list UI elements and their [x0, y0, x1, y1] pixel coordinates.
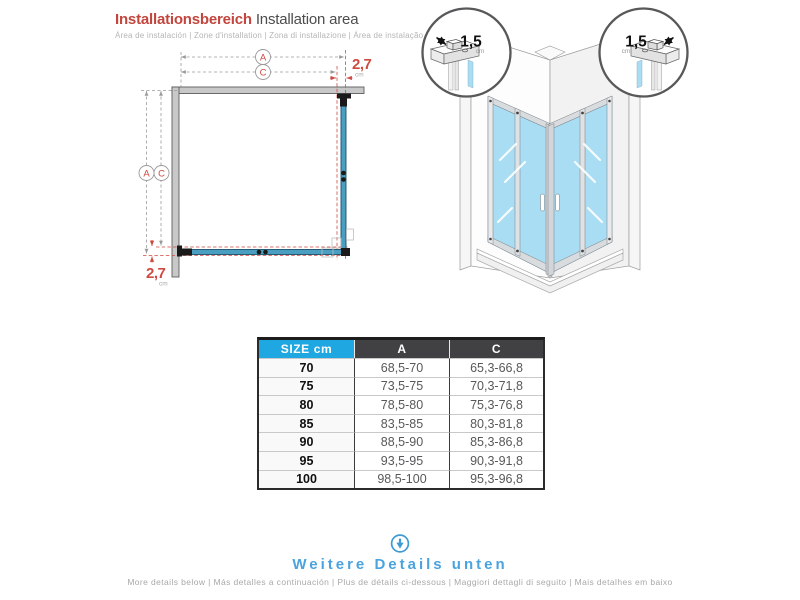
- down-arrow-icon: [389, 533, 411, 555]
- cell-size: 75: [259, 377, 354, 396]
- table-header-c: C: [449, 340, 543, 358]
- detail-callout-right: [600, 9, 688, 97]
- cell-a: 93,5-95: [354, 451, 449, 470]
- cell-a: 88,5-90: [354, 432, 449, 451]
- gap-value-right: 1,5: [625, 33, 647, 51]
- cell-size: 85: [259, 414, 354, 433]
- cell-size: 90: [259, 432, 354, 451]
- dimension-bubbles: [139, 50, 271, 181]
- table-row: [259, 414, 543, 433]
- table-row: [259, 395, 543, 414]
- dimension-lines: [141, 52, 344, 254]
- cell-c: 70,3-71,8: [449, 377, 543, 396]
- footer-title: Weitere Details unten: [292, 556, 508, 573]
- detail-callout-left: [423, 9, 511, 97]
- footer: [0, 533, 800, 587]
- cell-c: 80,3-81,8: [449, 414, 543, 433]
- size-table: [257, 337, 545, 490]
- cell-a: 98,5-100: [354, 470, 449, 489]
- table-row: [259, 432, 543, 451]
- cell-c: 65,3-66,8: [449, 358, 543, 377]
- cell-a: 83,5-85: [354, 414, 449, 433]
- gap-unit-left: cm: [475, 48, 485, 55]
- table-row: [259, 377, 543, 396]
- offset-value-top: 2,7: [352, 56, 372, 73]
- footer-translations: More details below | Más detalles a continuación | Plus de détails ci-dessous | Maggiori dettagli di seguito | Mais detalhes em baixo: [127, 577, 673, 587]
- cell-a: 78,5-80: [354, 395, 449, 414]
- offset-value-bottom: 2,7: [146, 265, 166, 282]
- cell-c: 85,3-86,8: [449, 432, 543, 451]
- cell-c: 90,3-91,8: [449, 451, 543, 470]
- label-c-left: C: [158, 168, 165, 180]
- title-german: Installationsbereich: [115, 11, 252, 28]
- offset-arrows: [152, 78, 353, 263]
- title-translations: Área de instalación | Zone d'installation | Zona di installazione | Área de instalação: [115, 31, 424, 40]
- table-header-row: [259, 340, 543, 358]
- title-english: Installation area: [255, 11, 359, 28]
- offset-unit-bottom: cm: [159, 280, 168, 288]
- cell-a: 73,5-75: [354, 377, 449, 396]
- cell-c: 75,3-76,8: [449, 395, 543, 414]
- table-row: [259, 470, 543, 489]
- table-header-size: SIZE cm: [259, 340, 354, 358]
- plan-fittings: [177, 94, 351, 257]
- gap-unit-right: cm: [621, 48, 631, 55]
- label-a-top: A: [259, 52, 267, 64]
- label-c-top: C: [259, 67, 267, 79]
- isometric-illustration: [410, 5, 700, 305]
- plan-walls: [172, 87, 364, 277]
- offset-unit-top: cm: [355, 71, 364, 79]
- cell-size: 80: [259, 395, 354, 414]
- table-header-a: A: [354, 340, 449, 358]
- cell-size: 100: [259, 470, 354, 489]
- cell-size: 70: [259, 358, 354, 377]
- plan-diagram: [130, 40, 420, 300]
- label-a-left: A: [143, 168, 150, 180]
- cell-a: 68,5-70: [354, 358, 449, 377]
- table-row: [259, 451, 543, 470]
- cell-size: 95: [259, 451, 354, 470]
- gap-value-left: 1,5: [460, 33, 482, 51]
- table-row: [259, 358, 543, 377]
- cell-c: 95,3-96,8: [449, 470, 543, 489]
- plan-glass-panels: [186, 99, 346, 255]
